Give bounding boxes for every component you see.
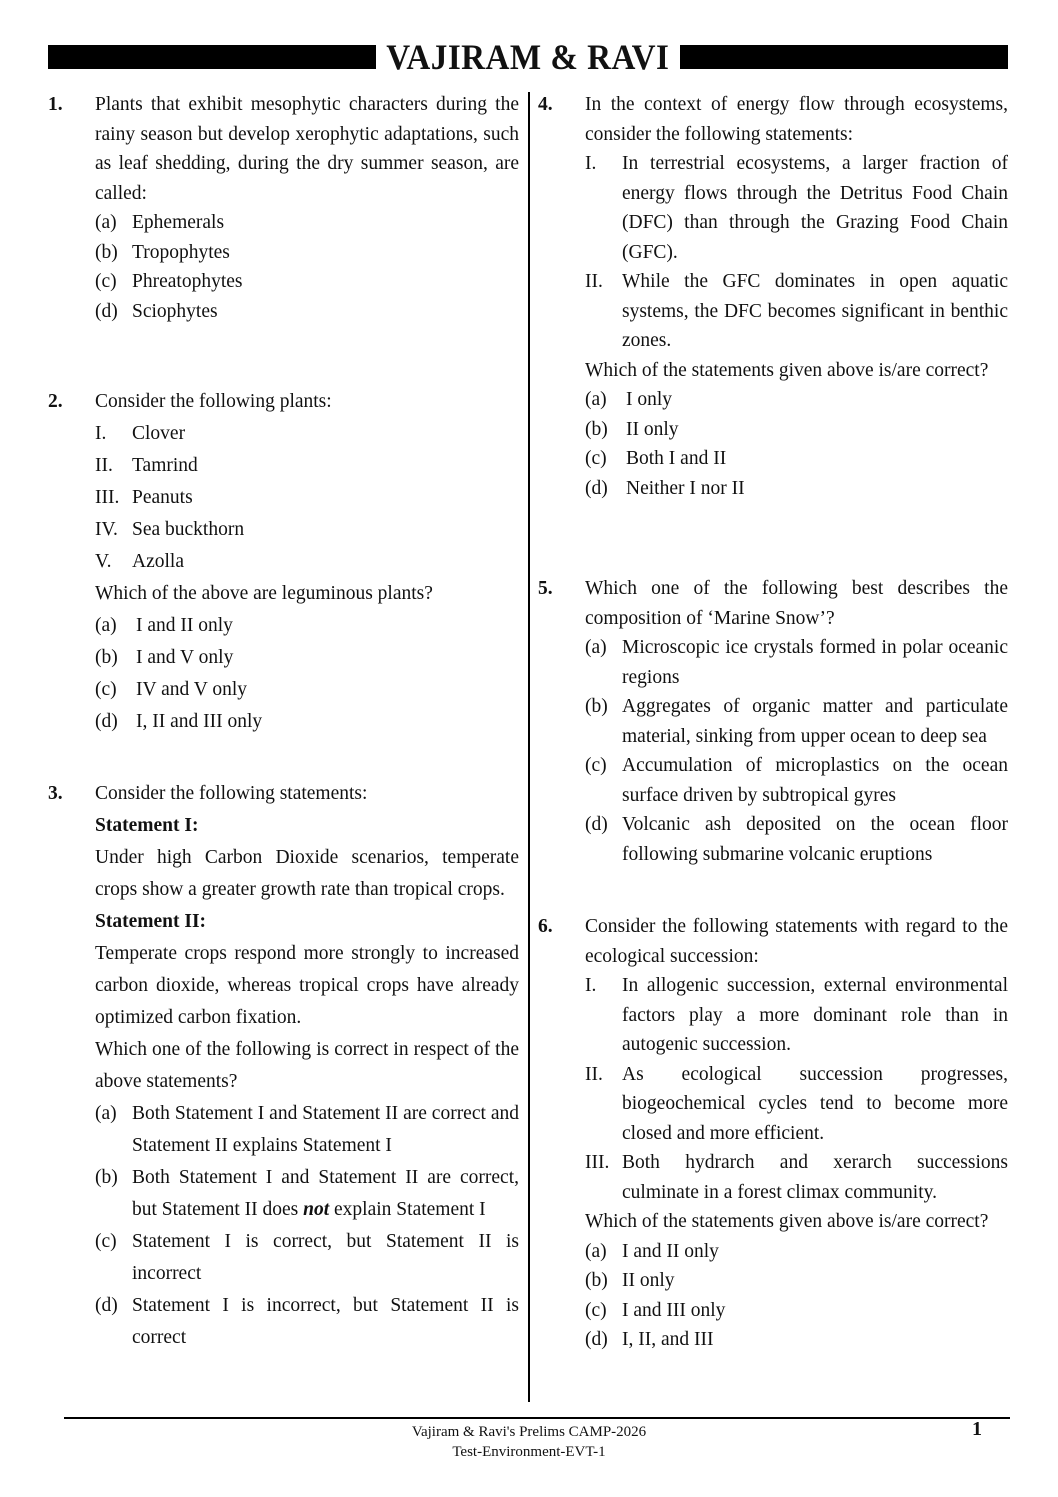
option-label: (b) <box>585 696 608 717</box>
option-text: I and III only <box>622 1299 726 1321</box>
option-text: I and II only <box>136 615 233 636</box>
question-prompt: Which one of the following is correct in respect of the above statements? <box>95 1039 519 1092</box>
option-label: (d) <box>95 1295 118 1316</box>
option-text: Statement I is incorrect, but Statement II is correct <box>132 1295 519 1348</box>
option-text: Accumulation of microplastics on the ocean surface driven by subtropical gyres <box>622 755 1008 806</box>
option-text-post: explain Statement I <box>329 1199 486 1220</box>
option-c[interactable] <box>95 267 519 297</box>
option-text: Ephemerals <box>132 212 225 233</box>
statement-item <box>585 1148 1008 1207</box>
question-number: 6. <box>538 916 553 937</box>
list-item <box>95 450 519 482</box>
item-text: In allogenic succession, external environmental factors play a more dominant role than in autogenic succession. <box>622 975 1008 1055</box>
question-1 <box>48 90 519 326</box>
option-d[interactable] <box>95 1290 519 1354</box>
option-b[interactable] <box>95 238 519 268</box>
question-2 <box>48 386 519 738</box>
option-label: (a) <box>585 637 607 658</box>
statement-2-heading: Statement II: <box>95 911 207 932</box>
question-4 <box>538 90 1008 503</box>
option-text <box>132 1162 519 1226</box>
option-c[interactable] <box>585 751 1008 810</box>
option-text: Aggregates of organic matter and particulate material, sinking from upper ocean to deep sea <box>622 696 1008 747</box>
item-text: Peanuts <box>132 487 193 508</box>
page-header <box>48 37 1008 77</box>
option-a[interactable] <box>585 385 1008 415</box>
option-label: (c) <box>585 1299 607 1321</box>
option-c[interactable] <box>585 1296 1008 1326</box>
option-d[interactable] <box>95 706 519 738</box>
item-text: In terrestrial ecosystems, a larger fraction of energy flows through the Detritus Food Chain (DFC) than through the Grazing Food Chain (GFC). <box>622 153 1008 263</box>
item-label: IV. <box>95 519 118 540</box>
page-number: 1 <box>972 1418 982 1440</box>
option-text: I, II, and III <box>622 1329 714 1350</box>
option-text: Both Statement I and Statement II are correct and Statement II explains Statement I <box>132 1103 519 1156</box>
option-b[interactable] <box>585 1266 1008 1296</box>
item-label: II. <box>585 1063 603 1085</box>
item-text: Clover <box>132 423 186 444</box>
option-label: (c) <box>95 271 117 292</box>
statement-2-text: Temperate crops respond more strongly to increased carbon dioxide, whereas tropical crops have already optimized carbon fixation. <box>95 943 519 1028</box>
item-text: Both hydrarch and xerarch successions culminate in a forest climax community. <box>622 1152 1008 1203</box>
statement-item <box>585 971 1008 1060</box>
question-number: 1. <box>48 94 63 115</box>
option-label: (c) <box>585 755 607 776</box>
list-item <box>95 546 519 578</box>
question-6 <box>538 912 1008 1355</box>
statement-item <box>585 1060 1008 1149</box>
header-title: VAJIRAM & RAVI <box>386 37 670 77</box>
question-number: 3. <box>48 783 63 804</box>
option-text: II only <box>626 418 679 440</box>
option-text: Volcanic ash deposited on the ocean floor following submarine volcanic eruptions <box>622 814 1008 865</box>
option-a[interactable] <box>95 1098 519 1162</box>
question-prompt: Which of the statements given above is/are correct? <box>585 359 989 381</box>
option-text-pre: Both Statement I and Statement II are correct, but Statement II does <box>132 1167 519 1220</box>
option-label: (c) <box>585 448 607 469</box>
footer-rule <box>64 1417 1010 1419</box>
option-label: (b) <box>95 647 118 668</box>
option-label: (a) <box>95 615 117 636</box>
question-prompt: Which of the above are leguminous plants? <box>95 583 433 604</box>
option-text: Microscopic ice crystals formed in polar oceanic regions <box>622 637 1008 688</box>
option-text: Sciophytes <box>132 300 218 322</box>
question-stem: Consider the following statements: <box>95 783 368 804</box>
footer-line-2: Test-Environment-EVT-1 <box>452 1444 606 1460</box>
footer-line-1: Vajiram & Ravi's Prelims CAMP-2026 <box>411 1424 647 1440</box>
item-label: III. <box>95 487 120 508</box>
option-text: I and V only <box>136 647 234 668</box>
option-c[interactable] <box>95 674 519 706</box>
option-text: IV and V only <box>136 679 248 700</box>
question-stem: Which one of the following best describes the composition of ‘Marine Snow’? <box>585 578 1008 629</box>
option-text: Tropophytes <box>132 241 230 263</box>
item-label: III. <box>585 1152 610 1173</box>
option-label: (b) <box>585 1270 608 1291</box>
statement-1-heading: Statement I: <box>95 815 199 836</box>
option-d[interactable] <box>585 1325 1008 1355</box>
option-text-emphasis: not <box>303 1199 330 1220</box>
option-label: (c) <box>95 1231 117 1252</box>
question-number: 4. <box>538 94 553 115</box>
column-divider <box>528 92 530 1402</box>
option-label: (a) <box>585 389 607 410</box>
option-text: Both I and II <box>626 448 727 469</box>
option-label: (a) <box>585 1240 607 1262</box>
question-stem: Consider the following statements with regard to the ecological succession: <box>585 916 1008 967</box>
option-label: (d) <box>585 814 608 835</box>
statement-1-text: Under high Carbon Dioxide scenarios, temperate crops show a greater growth rate than tropical crops. <box>95 847 519 900</box>
question-number: 2. <box>48 391 63 412</box>
list-item <box>95 418 519 450</box>
item-text: Sea buckthorn <box>132 519 245 540</box>
option-b[interactable] <box>95 1162 519 1226</box>
option-a[interactable] <box>95 208 519 238</box>
option-label: (d) <box>585 1329 608 1350</box>
option-text: I, II and III only <box>136 711 263 732</box>
option-a[interactable] <box>585 1237 1008 1267</box>
item-text: Azolla <box>132 551 184 572</box>
question-stem: Consider the following plants: <box>95 391 332 412</box>
option-label: (b) <box>585 418 608 440</box>
option-label: (b) <box>95 1167 118 1188</box>
item-text: As ecological succession progresses, biogeochemical cycles tend to become more closed and more efficient. <box>622 1063 1008 1144</box>
option-c[interactable] <box>585 444 1008 474</box>
option-text: Statement I is correct, but Statement II is incorrect <box>132 1231 519 1284</box>
option-text: Phreatophytes <box>132 271 243 292</box>
question-stem: Plants that exhibit mesophytic characters during the rainy season but develop xerophytic adaptations, such as leaf shedding, during the dry summer season, are called: <box>95 94 519 204</box>
question-5 <box>538 574 1008 869</box>
option-d[interactable] <box>585 474 1008 504</box>
item-label: I. <box>585 975 597 996</box>
option-b[interactable] <box>585 415 1008 445</box>
list-item <box>95 482 519 514</box>
option-text: I only <box>626 389 673 410</box>
list-item <box>95 514 519 546</box>
item-label: II. <box>585 271 603 292</box>
option-d[interactable] <box>585 810 1008 869</box>
option-label: (b) <box>95 241 118 263</box>
option-a[interactable] <box>95 610 519 642</box>
option-label: (d) <box>95 711 118 732</box>
question-3 <box>48 778 519 1354</box>
item-label: I. <box>585 153 597 174</box>
option-label: (c) <box>95 679 117 700</box>
page-footer <box>0 1422 1058 1462</box>
item-text: While the GFC dominates in open aquatic systems, the DFC becomes significant in benthic zones. <box>622 271 1008 351</box>
option-b[interactable] <box>95 642 519 674</box>
item-label: V. <box>95 551 112 572</box>
statement-item <box>585 267 1008 356</box>
option-label: (a) <box>95 1103 117 1124</box>
header-bar-right <box>680 45 1008 69</box>
option-c[interactable] <box>95 1226 519 1290</box>
option-b[interactable] <box>585 692 1008 751</box>
option-text: Neither I nor II <box>626 477 745 499</box>
question-prompt: Which of the statements given above is/are correct? <box>585 1211 989 1232</box>
option-d[interactable] <box>95 297 519 327</box>
item-label: II. <box>95 455 113 476</box>
option-text: I and II only <box>622 1240 719 1262</box>
option-label: (d) <box>585 477 608 499</box>
item-text: Tamrind <box>132 455 198 476</box>
option-label: (d) <box>95 300 118 322</box>
statement-item <box>585 149 1008 267</box>
question-number: 5. <box>538 578 553 599</box>
option-label: (a) <box>95 212 117 233</box>
header-bar-left <box>48 45 376 69</box>
option-a[interactable] <box>585 633 1008 692</box>
option-text: II only <box>622 1270 675 1291</box>
item-label: I. <box>95 423 107 444</box>
question-stem: In the context of energy flow through ecosystems, consider the following statements: <box>585 94 1008 145</box>
